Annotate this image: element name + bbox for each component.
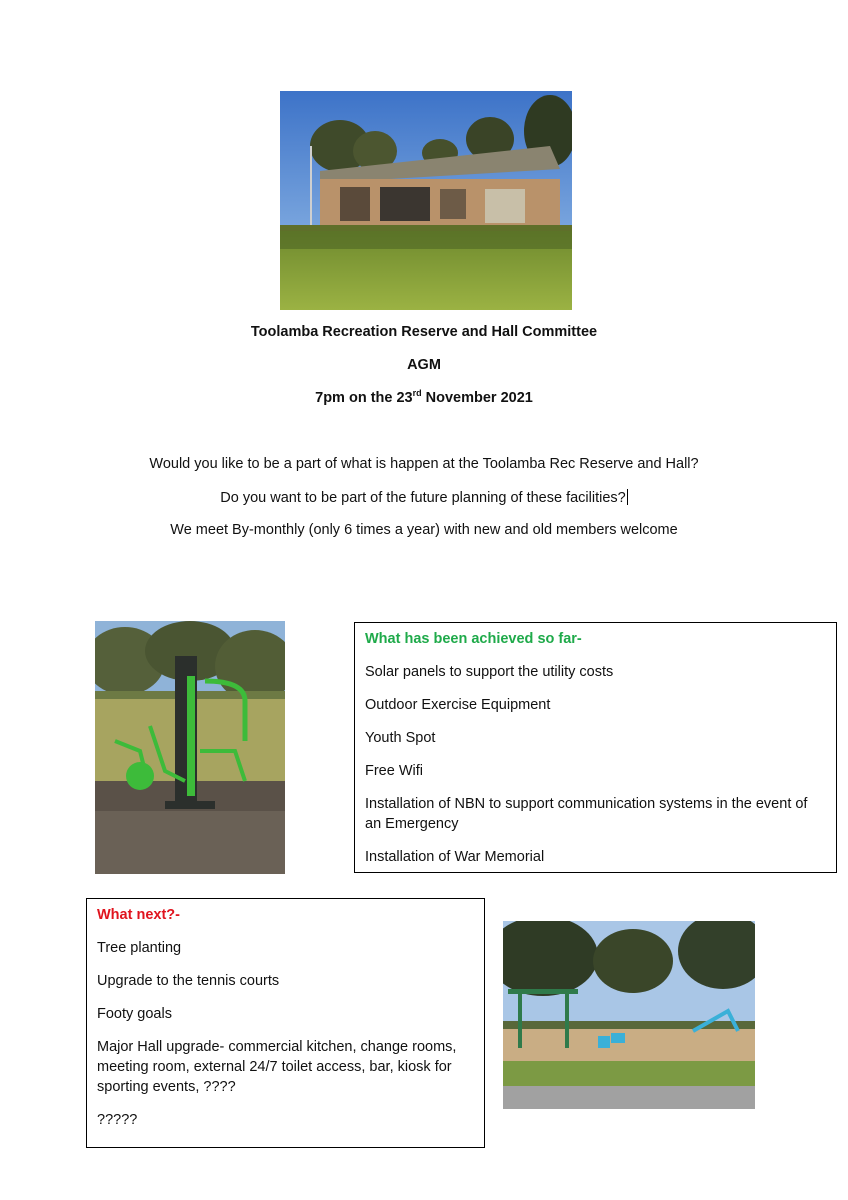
date-suffix: November 2021	[421, 390, 533, 406]
hall-photo	[280, 91, 572, 310]
achieved-item: Free Wifi	[365, 763, 423, 779]
achieved-item: Installation of NBN to support communication systems in the event of an Emergency	[365, 796, 808, 832]
what-next-heading: What next?-	[97, 907, 180, 923]
intro-line-2-text: Do you want to be part of the future planning of these facilities?	[220, 490, 626, 506]
achieved-item: Installation of War Memorial	[365, 849, 545, 865]
next-item: ?????	[97, 1112, 138, 1128]
achieved-item: Outdoor Exercise Equipment	[365, 697, 551, 713]
what-next-box	[86, 898, 485, 1148]
next-item: Upgrade to the tennis courts	[97, 973, 280, 989]
intro-line-2	[0, 489, 848, 506]
next-item: Footy goals	[97, 1006, 172, 1022]
exercise-equipment-photo	[95, 621, 285, 874]
meeting-date	[0, 390, 848, 406]
intro-line-3: We meet By-monthly (only 6 times a year) with new and old members welcome	[170, 522, 678, 538]
achieved-heading: What has been achieved so far-	[365, 631, 582, 647]
date-ordinal: rd	[412, 388, 422, 399]
committee-title: Toolamba Recreation Reserve and Hall Committee	[250, 324, 598, 340]
achieved-item: Solar panels to support the utility costs	[365, 664, 614, 680]
achieved-item: Youth Spot	[365, 730, 436, 746]
text-cursor	[627, 489, 628, 505]
youth-spot-photo	[503, 921, 755, 1109]
next-item: Major Hall upgrade- commercial kitchen, change rooms, meeting room, external 24/7 toilet access, bar, kiosk for sporting events, ????	[97, 1039, 457, 1095]
intro-line-1: Would you like to be a part of what is happen at the Toolamba Rec Reserve and Hall?	[149, 456, 699, 472]
agm-label: AGM	[407, 357, 441, 373]
next-item: Tree planting	[97, 940, 182, 956]
date-prefix: 7pm on the 23	[315, 390, 413, 406]
achieved-box	[354, 622, 837, 873]
